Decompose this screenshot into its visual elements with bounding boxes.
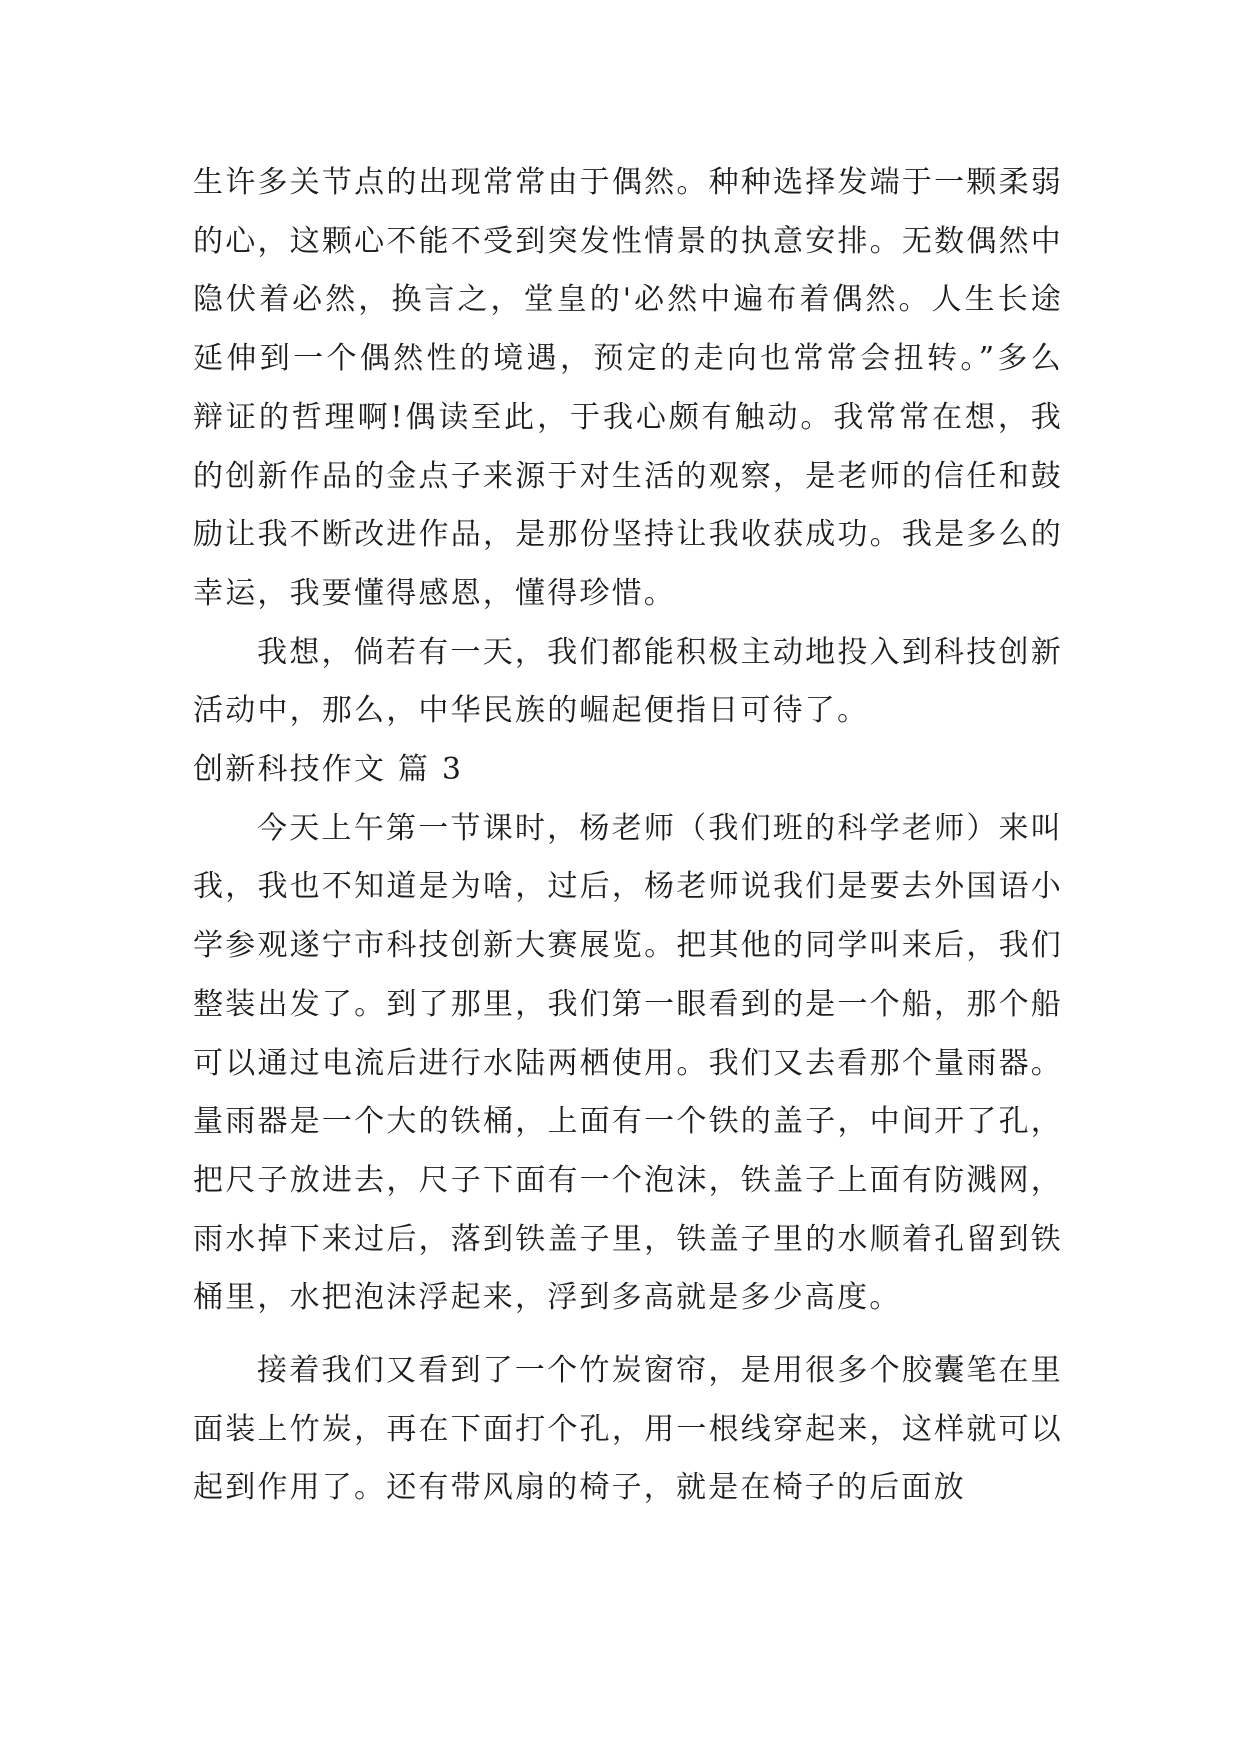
paragraph-1: 生许多关节点的出现常常由于偶然。种种选择发端于一颗柔弱的心，这颗心不能不受到突发性情景的执意安排。无数偶然中隐伏着必然，换言之，堂皇的'必然中遍布着偶然。人生长途延伸到一个偶然性的境遇，预定的走向也常常会扭转。”多么辩证的哲理啊!偶读至此，于我心颇有触动。我常常在想，我的创新作品的金点子来源于对生活的观察，是老师的信任和鼓励让我不断改进作品，是那份坚持让我收获成功。我是多么的幸运，我要懂得感恩，懂得珍惜。	[193, 165, 1063, 611]
document-body	[193, 154, 1063, 1518]
paragraph-3: 今天上午第一节课时，杨老师（我们班的科学老师）来叫我，我也不知道是为啥，过后，杨老师说我们是要去外国语小学参观遂宁市科技创新大赛展览。把其他的同学叫来后，我们整装出发了。到了那里，我们第一眼看到的是一个船，那个船可以通过电流后进行水陆两栖使用。我们又去看那个量雨器。量雨器是一个大的铁桶，上面有一个铁的盖子，中间开了孔，把尺子放进去，尺子下面有一个泡沫，铁盖子上面有防溅网，雨水掉下来过后，落到铁盖子里，铁盖子里的水顺着孔留到铁桶里，水把泡沫浮起来，浮到多高就是多少高度。	[193, 810, 1063, 1316]
paragraph-4: 接着我们又看到了一个竹炭窗帘，是用很多个胶囊笔在里面装上竹炭，再在下面打个孔，用一根线穿起来，这样就可以起到作用了。还有带风扇的椅子，就是在椅子的后面放	[193, 1353, 1063, 1506]
paragraph-2: 我想，倘若有一天，我们都能积极主动地投入到科技创新活动中，那么，中华民族的崛起便指日可待了。	[193, 634, 1063, 729]
section-heading: 创新科技作文 篇 3	[193, 752, 464, 788]
